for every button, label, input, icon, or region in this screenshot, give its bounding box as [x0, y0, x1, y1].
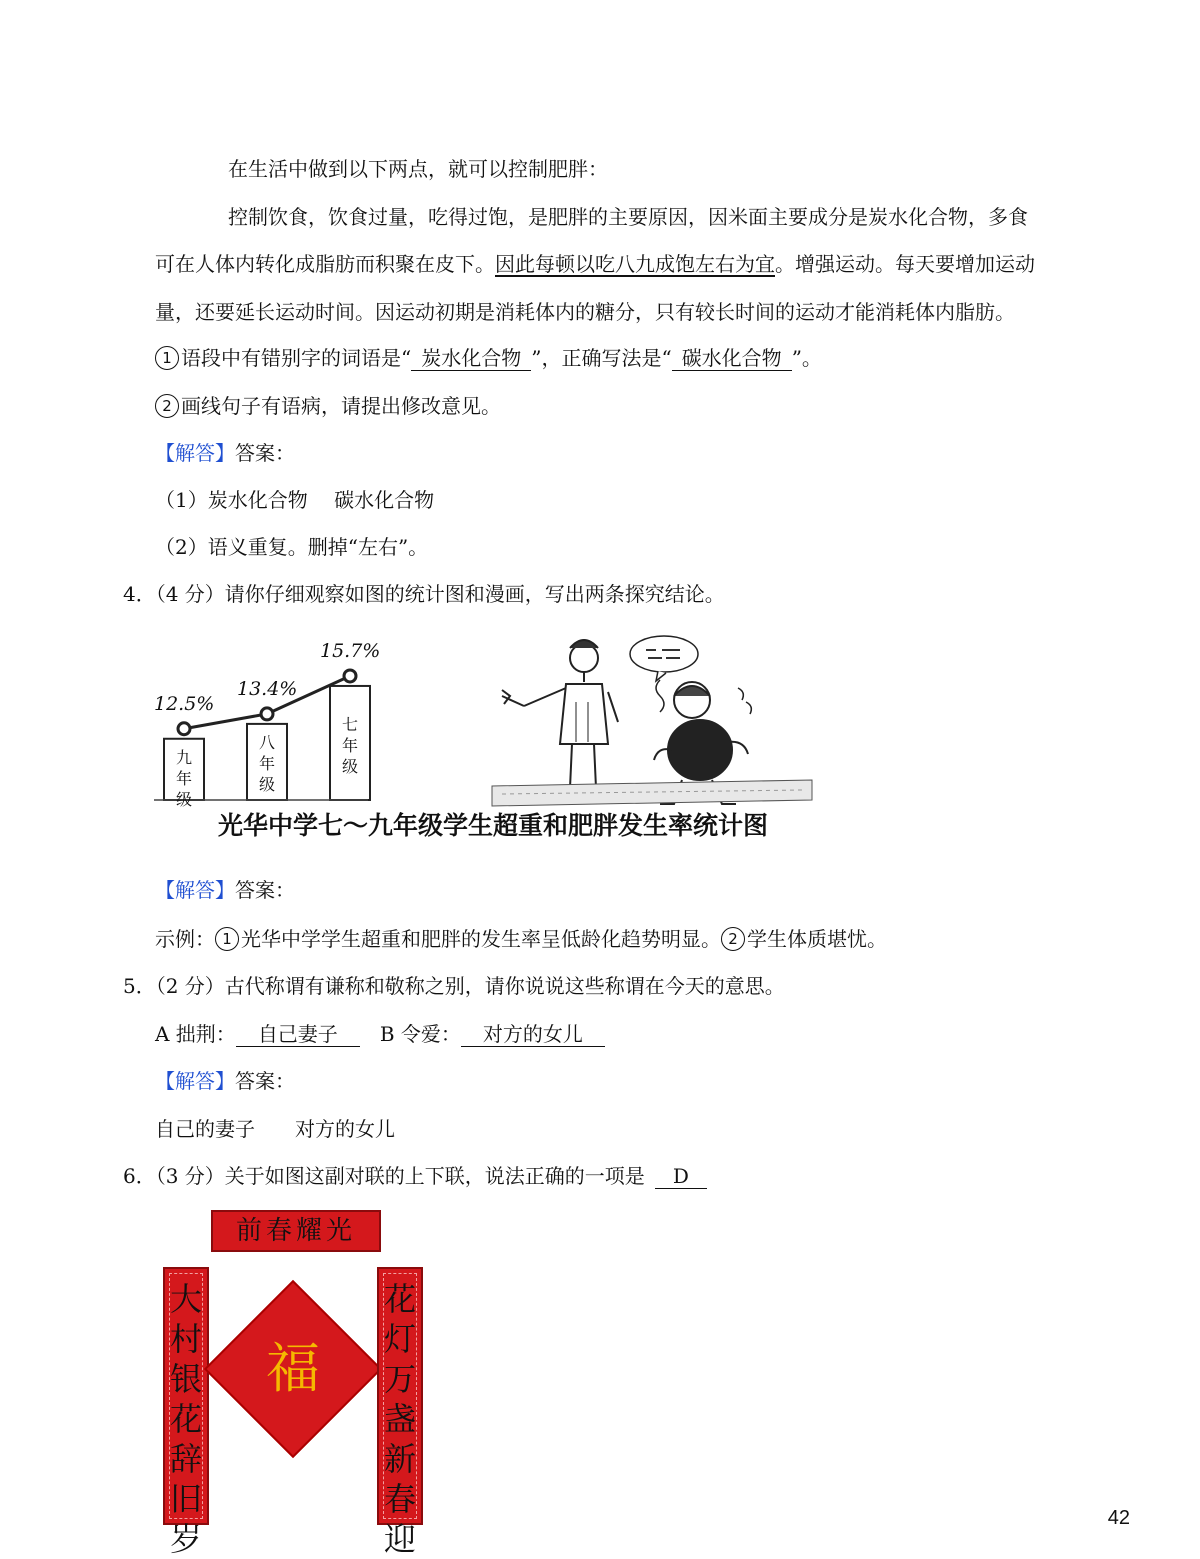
category-glyph: 级 [341, 756, 358, 776]
answer-label: 答案： [235, 441, 295, 465]
example-prefix: 示例： [155, 927, 215, 951]
banner-text: 前春耀光 [235, 1216, 356, 1246]
couplet-character: 辞 [169, 1440, 202, 1478]
q3-item-1-text-c: ”。 [791, 346, 822, 370]
example-1: 光华中学学生超重和肥胖的发生率呈低龄化趋势明显。 [241, 927, 721, 951]
category-glyph: 八 [258, 732, 275, 752]
q3-item-1-text-b: ”，正确写法是“ [531, 346, 672, 370]
category-glyph: 年 [258, 753, 275, 773]
para-line-2 [155, 250, 1035, 278]
para-line-2-post: 。增强运动。每天要增加运动 [775, 252, 1035, 276]
q5-stem: 5．（2 分）古代称谓有谦称和敬称之别，请你说说这些称谓在今天的意思。 [123, 974, 785, 998]
couplet-character: 大 [169, 1280, 202, 1318]
para-intro: 在生活中做到以下两点，就可以控制肥胖： [228, 157, 608, 181]
couplet-character: 村 [169, 1320, 202, 1358]
q3-item-2 [155, 392, 501, 420]
q4-answer-heading [155, 876, 295, 904]
answer-blank-a: 自己妻子 [236, 1022, 360, 1047]
couplet-character: 盏 [383, 1400, 416, 1438]
para-line-3: 量，还要延长运动时间。因运动初期是消耗体内的糖分，只有较长时间的运动才能消耗体内脂肪。 [155, 300, 1015, 324]
category-label [169, 747, 199, 810]
q4-stem: 4．（4 分）请你仔细观察如图的统计图和漫画，写出两条探究结论。 [123, 582, 725, 606]
category-glyph: 级 [258, 774, 275, 794]
q3-item-2-text: 画线句子有语病，请提出修改意见。 [181, 394, 501, 418]
q3-answer-1: （1）炭水化合物 碳水化合物 [155, 488, 435, 512]
speech-bubble [630, 636, 698, 672]
category-glyph: 年 [175, 768, 192, 788]
answer-blank-wrong-word: 炭水化合物 [411, 346, 531, 371]
answer-tag: 【解答】 [155, 878, 235, 902]
q5-answer-heading [155, 1067, 295, 1095]
couplet-character: 银 [169, 1360, 202, 1398]
trend-point-1 [261, 708, 273, 720]
value-label: 12.5% [154, 692, 215, 715]
couplet-right-text [379, 1279, 421, 1559]
value-label: 15.7% [320, 639, 381, 662]
couplet-character: 旧 [169, 1480, 202, 1518]
circled-number: 1 [155, 346, 179, 370]
answer-blank-q6: D [655, 1164, 707, 1189]
trend-point-2 [344, 670, 356, 682]
circled-number: 1 [215, 927, 239, 951]
para-line-2-pre: 可在人体内转化成脂肪而积聚在皮下。 [155, 252, 495, 276]
example-2: 学生体质堪忧。 [747, 927, 887, 951]
para-line-1: 控制饮食，饮食过量，吃得过饱，是肥胖的主要原因，因米面主要成分是炭水化合物，多食 [228, 205, 1028, 229]
chart-title: 光华中学七～九年级学生超重和肥胖发生率统计图 [218, 811, 769, 840]
horizontal-scroll [211, 1210, 381, 1252]
couplet-character: 花 [383, 1280, 416, 1318]
underlined-sentence: 因此每顿以吃八九成饱左右为宜 [495, 252, 775, 276]
couplet-character: 春 [383, 1480, 416, 1518]
couplet-left-text [165, 1279, 207, 1559]
couplet-character: 岁 [169, 1520, 202, 1558]
answer-label: 答案： [235, 1069, 295, 1093]
answer-blank-correct-word: 碳水化合物 [672, 346, 792, 371]
couplet-character: 花 [169, 1400, 202, 1438]
q6-stem [123, 1162, 707, 1190]
q5-option-b-label: B 令爱： [379, 1022, 461, 1046]
trend-point-0 [178, 723, 190, 735]
answer-label: 答案： [235, 878, 295, 902]
couplet-character: 新 [383, 1440, 416, 1478]
q3-answer-2: （2）语义重复。删掉“左右”。 [155, 535, 429, 559]
answer-tag: 【解答】 [155, 441, 235, 465]
couplet-character: 万 [383, 1360, 416, 1398]
couplet-character: 灯 [383, 1320, 416, 1358]
answer-blank-b: 对方的女儿 [461, 1022, 605, 1047]
q4-answer-example [155, 925, 887, 953]
category-label [252, 732, 282, 795]
q5-option-a-label: A 拙荆： [155, 1022, 236, 1046]
answer-tag: 【解答】 [155, 1069, 235, 1093]
category-glyph: 七 [341, 714, 358, 734]
q3-item-1-text-a: 语段中有错别字的词语是“ [181, 346, 412, 370]
q5-answer: 自己的妻子 对方的女儿 [155, 1117, 395, 1141]
q3-answer-heading [155, 439, 295, 467]
couplet-right [377, 1267, 423, 1558]
category-glyph: 级 [175, 789, 192, 809]
circled-number: 2 [155, 394, 179, 418]
figure-couplet [155, 1205, 435, 1558]
q5-options [155, 1020, 605, 1048]
q6-stem-text: 6．（3 分）关于如图这副对联的上下联，说法正确的一项是 [123, 1164, 645, 1188]
page-number: 42 [1107, 1507, 1130, 1529]
couplet-left [163, 1267, 209, 1558]
category-glyph: 九 [175, 747, 192, 767]
category-label [335, 714, 365, 777]
value-label: 13.4% [237, 677, 298, 700]
circled-number: 2 [721, 927, 745, 951]
category-glyph: 年 [341, 735, 358, 755]
q3-item-1 [155, 344, 822, 372]
couplet-character: 迎 [383, 1520, 416, 1558]
fu-character: 福 [266, 1337, 320, 1400]
